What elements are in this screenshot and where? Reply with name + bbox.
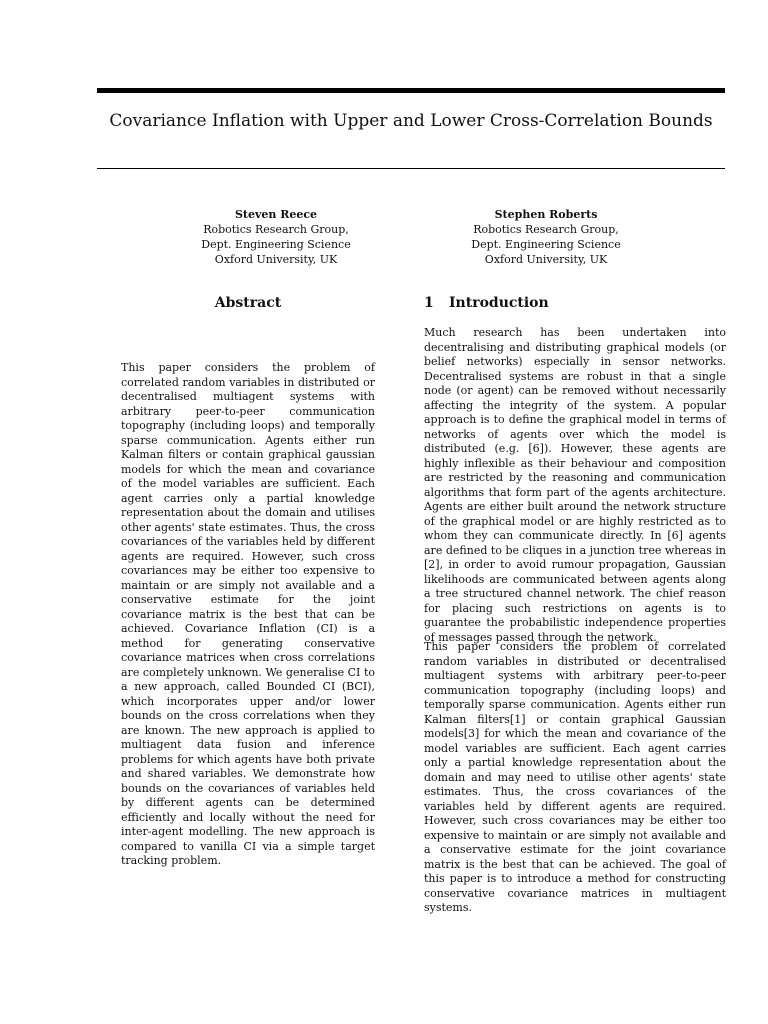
author-affiliation-group: Robotics Research Group, xyxy=(473,223,619,236)
author-affiliation-university: Oxford University, UK xyxy=(214,253,338,266)
paper-title: Covariance Inflation with Upper and Lower Cross-Correlation Bounds xyxy=(109,111,713,131)
author-affiliation-dept: Dept. Engineering Science xyxy=(201,238,351,251)
introduction-paragraph-1: Much research has been undertaken into decentralising and distributing graphical models (or belief networks) especially in sensor networks. Decentralised systems are robust in that a single node (or agent) can be removed without necessarily affecting the integrity of the system. A popular approach is to define the graphical model in terms of networks of agents over which the model is distributed (e.g. [6]). However, these agents are highly inflexible as their behaviour and composition are restricted by the reasoning and communication algorithms that form part of the agents architecture. Agents are either built around the network structure of the graphical model or are highly restricted as to whom they can communicate directly. In [6] agents are defined to be cliques in a junction tree whereas in [2], in order to avoid rumour propagation, Gaussian likelihoods are communicated between agents along a tree structured channel network. The chief reason for placing such restrictions on agents is to guarantee the probabilistic independence properties of messages passed through the network. xyxy=(424,326,726,644)
title-bottom-rule xyxy=(97,168,725,169)
author-affiliation-dept: Dept. Engineering Science xyxy=(471,238,621,251)
author-affiliation-university: Oxford University, UK xyxy=(484,253,608,266)
author-name: Stephen Roberts xyxy=(494,208,598,221)
introduction-heading xyxy=(424,294,726,312)
section-title: Introduction xyxy=(449,295,549,311)
section-number: 1 xyxy=(424,295,434,311)
abstract-heading: Abstract xyxy=(214,295,282,311)
abstract-text: This paper considers the problem of correlated random variables in distributed or decentralised multiagent systems with arbitrary peer-to-peer communication topography (including loops) and temporally sparse communication. Agents either run Kalman filters or contain graphical gaussian models for which the mean and covariance of the model variables are sufficient. Each agent carries only a partial knowledge representation about the domain and utilises other agents' state estimates. Thus, the cross covariances of the variables held by different agents are required. However, such cross covariances may be either too expensive to maintain or are simply not available and a conservative estimate for the joint covariance matrix is the best that can be achieved. Covariance Inflation (CI) is a method for generating conservative covariance matrices when cross correlations are completely unknown. We generalise CI to a new approach, called Bounded CI (BCI), which incorporates upper and/or lower bounds on the cross correlations when they are known. The new approach is applied to multiagent data fusion and inference problems for which agents have both private and shared variables. We demonstrate how bounds on the covariances of variables held by different agents can be determined efficiently and locally without the need for inter-agent modelling. The new approach is compared to vanilla CI via a simple target tracking problem. xyxy=(121,361,375,867)
author-block-1 xyxy=(151,207,401,267)
title-top-rule xyxy=(97,88,725,93)
introduction-paragraph-2: This paper considers the problem of correlated random variables in distributed or decentralised multiagent systems with arbitrary peer-to-peer communication topography (including loops) and temporally sparse communication. Agents either run Kalman filters[1] or contain graphical Gaussian models[3] for which the mean and covariance of the model variables are sufficient. Each agent carries only a partial knowledge representation about the domain and may need to utilise other agents' state estimates. Thus, the cross covariances of the variables held by different agents are required. However, such cross covariances may be either too expensive to maintain or are simply not available and a conservative estimate for the joint covariance matrix is the best that can be achieved. The goal of this paper is to introduce a method for constructing conservative covariance matrices in multiagent systems. xyxy=(424,640,726,914)
author-block-2 xyxy=(421,207,671,267)
author-affiliation-group: Robotics Research Group, xyxy=(203,223,349,236)
author-name: Steven Reece xyxy=(234,208,318,221)
